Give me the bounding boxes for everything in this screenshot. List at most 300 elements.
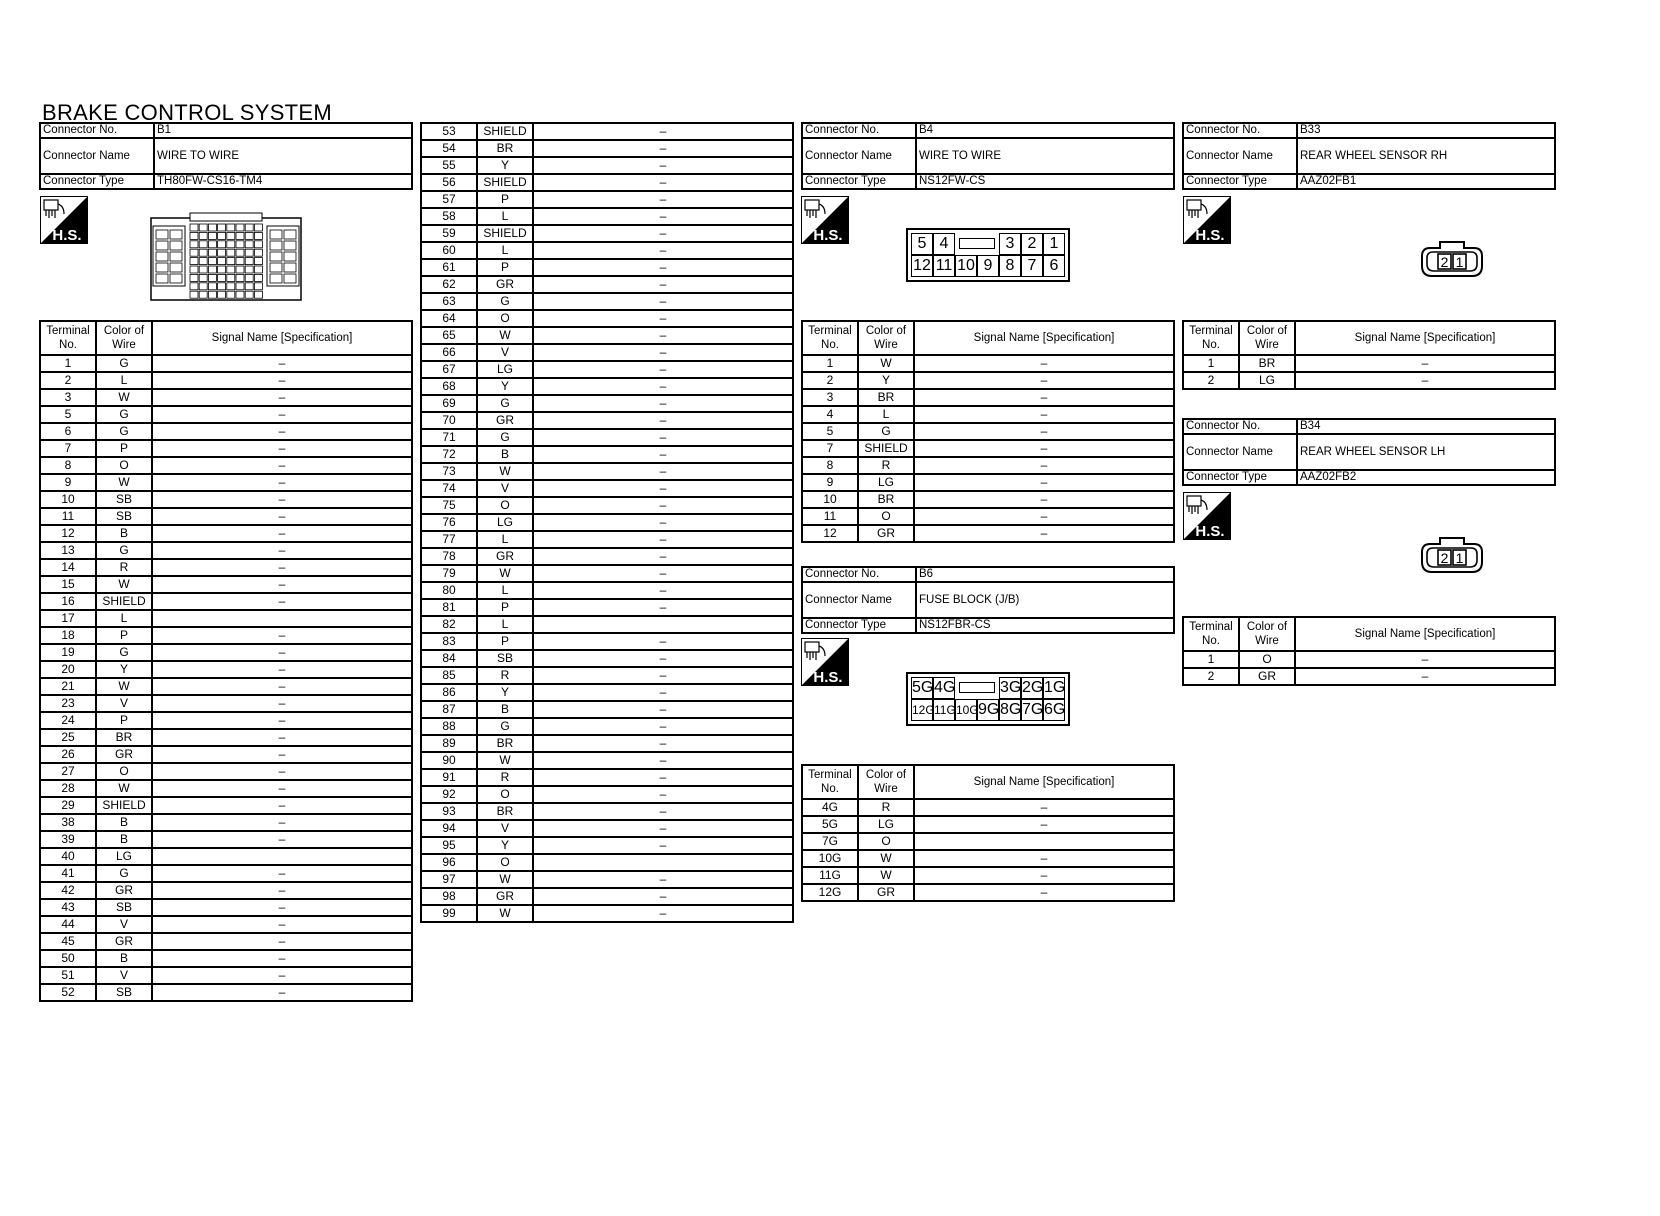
table-row bbox=[421, 650, 793, 667]
table-row bbox=[421, 837, 793, 854]
svg-text:H.S.: H.S. bbox=[1195, 523, 1225, 540]
signal-name-cell: – bbox=[152, 712, 412, 729]
table-row bbox=[421, 310, 793, 327]
signal-name-cell: – bbox=[533, 650, 793, 667]
table-row bbox=[421, 327, 793, 344]
signal-name-cell: – bbox=[914, 389, 1174, 406]
wire-color-cell: GR bbox=[858, 884, 914, 901]
signal-name-cell: – bbox=[152, 389, 412, 406]
terminal-no-cell: 1 bbox=[802, 355, 858, 372]
table-row bbox=[421, 871, 793, 888]
signal-name-header: Signal Name [Specification] bbox=[914, 765, 1174, 799]
table-row bbox=[802, 799, 1174, 816]
signal-name-cell: – bbox=[1295, 372, 1555, 389]
connector-type: AAZ02FB1 bbox=[1297, 174, 1555, 189]
terminal-no-cell: 72 bbox=[421, 446, 477, 463]
terminal-no-cell: 83 bbox=[421, 633, 477, 650]
table-row bbox=[40, 542, 412, 559]
wire-color-cell: G bbox=[477, 718, 533, 735]
table-row bbox=[40, 967, 412, 984]
terminal-no-cell: 11G bbox=[802, 867, 858, 884]
table-row bbox=[40, 712, 412, 729]
signal-name-cell: – bbox=[533, 786, 793, 803]
wire-color-cell: O bbox=[477, 310, 533, 327]
table-row bbox=[421, 888, 793, 905]
terminal-no-cell: 88 bbox=[421, 718, 477, 735]
wire-color-cell: R bbox=[858, 457, 914, 474]
terminal-no-cell: 6 bbox=[40, 423, 96, 440]
signal-name-cell: – bbox=[152, 899, 412, 916]
signal-name-cell: – bbox=[914, 491, 1174, 508]
wire-color-cell: P bbox=[96, 712, 152, 729]
signal-name-cell: – bbox=[533, 225, 793, 242]
signal-name-cell: – bbox=[152, 440, 412, 457]
wire-color-cell: GR bbox=[858, 525, 914, 542]
signal-name-cell: – bbox=[152, 627, 412, 644]
table-row bbox=[421, 463, 793, 480]
terminal-no-cell: 29 bbox=[40, 797, 96, 814]
wire-color-cell: V bbox=[477, 344, 533, 361]
wire-color-cell: P bbox=[96, 440, 152, 457]
wire-color-cell: W bbox=[96, 576, 152, 593]
wire-color-cell: BR bbox=[858, 491, 914, 508]
terminal-no-cell: 10G bbox=[802, 850, 858, 867]
signal-name-cell: – bbox=[914, 355, 1174, 372]
signal-name-cell: – bbox=[152, 661, 412, 678]
terminal-no-cell: 26 bbox=[40, 746, 96, 763]
wire-color-cell: W bbox=[858, 850, 914, 867]
signal-name-cell: – bbox=[152, 508, 412, 525]
signal-name-cell: – bbox=[533, 412, 793, 429]
terminal-no-cell: 8 bbox=[40, 457, 96, 474]
pin-cavity: 11G bbox=[933, 699, 955, 721]
table-row bbox=[802, 867, 1174, 884]
terminal-no-cell: 82 bbox=[421, 616, 477, 633]
signal-name-header: Signal Name [Specification] bbox=[914, 321, 1174, 355]
pin-cavity: 7G bbox=[1021, 699, 1043, 721]
signal-name-cell: – bbox=[152, 525, 412, 542]
wire-color-cell: BR bbox=[477, 140, 533, 157]
terminal-no-cell: 68 bbox=[421, 378, 477, 395]
b1-connector-face-drawing bbox=[150, 212, 304, 302]
signal-name-cell: – bbox=[1295, 355, 1555, 372]
wire-color-cell: L bbox=[477, 616, 533, 633]
connector-name: WIRE TO WIRE bbox=[916, 138, 1174, 174]
b34-header bbox=[1182, 418, 1556, 486]
terminal-no-cell: 44 bbox=[40, 916, 96, 933]
wire-color-cell: GR bbox=[477, 888, 533, 905]
terminal-no-cell: 87 bbox=[421, 701, 477, 718]
wire-color-cell: BR bbox=[858, 389, 914, 406]
terminal-no-cell: 4G bbox=[802, 799, 858, 816]
terminal-no-cell: 98 bbox=[421, 888, 477, 905]
connector-type-label: Connector Type bbox=[802, 174, 916, 189]
wire-color-cell: GR bbox=[1239, 668, 1295, 685]
table-row bbox=[421, 412, 793, 429]
wire-color-cell: P bbox=[477, 259, 533, 276]
wire-color-cell: W bbox=[477, 565, 533, 582]
wire-color-cell: O bbox=[858, 508, 914, 525]
table-row bbox=[802, 508, 1174, 525]
connector-type-label: Connector Type bbox=[1183, 174, 1297, 189]
table-row bbox=[421, 565, 793, 582]
signal-name-cell: – bbox=[152, 882, 412, 899]
signal-name-cell: – bbox=[533, 174, 793, 191]
wire-color-cell: Y bbox=[477, 378, 533, 395]
wire-color-cell: SHIELD bbox=[477, 123, 533, 140]
b1-header bbox=[39, 122, 413, 190]
signal-name-cell: – bbox=[533, 820, 793, 837]
terminal-no-cell: 1 bbox=[1183, 355, 1239, 372]
table-row bbox=[40, 933, 412, 950]
table-row bbox=[421, 361, 793, 378]
table-row bbox=[40, 491, 412, 508]
signal-name-cell: – bbox=[533, 531, 793, 548]
table-row bbox=[421, 616, 793, 633]
connector-type: TH80FW-CS16-TM4 bbox=[154, 174, 412, 189]
terminal-no-cell: 15 bbox=[40, 576, 96, 593]
table-row bbox=[1183, 372, 1555, 389]
signal-name-cell: – bbox=[533, 157, 793, 174]
signal-name-cell: – bbox=[533, 871, 793, 888]
connector-no: B6 bbox=[916, 567, 1174, 582]
table-row bbox=[40, 797, 412, 814]
pin-cavity: 4G bbox=[933, 677, 955, 699]
table-row bbox=[802, 850, 1174, 867]
connector-type-label: Connector Type bbox=[802, 618, 916, 633]
terminal-no-cell: 23 bbox=[40, 695, 96, 712]
terminal-no-cell: 3 bbox=[40, 389, 96, 406]
terminal-no-cell: 75 bbox=[421, 497, 477, 514]
wire-color-cell: GR bbox=[477, 412, 533, 429]
signal-name-cell: – bbox=[533, 599, 793, 616]
wire-color-cell: R bbox=[96, 559, 152, 576]
terminal-no-cell: 92 bbox=[421, 786, 477, 803]
terminal-no-cell: 12G bbox=[802, 884, 858, 901]
wire-color-cell: W bbox=[96, 474, 152, 491]
pin-cavity: 1 bbox=[1043, 233, 1065, 255]
terminal-no-cell: 53 bbox=[421, 123, 477, 140]
signal-name-cell: – bbox=[152, 916, 412, 933]
signal-name-cell: – bbox=[533, 888, 793, 905]
wire-color-cell: B bbox=[96, 950, 152, 967]
signal-name-cell: – bbox=[152, 695, 412, 712]
connector-no: B4 bbox=[916, 123, 1174, 138]
signal-name-cell: – bbox=[533, 667, 793, 684]
color-of-wire-header: Color of Wire bbox=[858, 765, 914, 799]
signal-name-cell: – bbox=[533, 803, 793, 820]
signal-name-cell: – bbox=[152, 576, 412, 593]
terminal-no-cell: 18 bbox=[40, 627, 96, 644]
b4-header bbox=[801, 122, 1175, 190]
pin-cavity: 6G bbox=[1043, 699, 1065, 721]
wire-color-cell: L bbox=[477, 242, 533, 259]
terminal-no-cell: 76 bbox=[421, 514, 477, 531]
signal-name-cell: – bbox=[533, 752, 793, 769]
signal-name-cell: – bbox=[914, 372, 1174, 389]
pin-cavity: 10 bbox=[955, 255, 977, 277]
wire-color-cell: SHIELD bbox=[477, 225, 533, 242]
table-row bbox=[40, 389, 412, 406]
harness-side-icon bbox=[801, 638, 849, 686]
b34-terminal-table bbox=[1182, 616, 1556, 686]
terminal-no-cell: 9 bbox=[802, 474, 858, 491]
table-row bbox=[421, 531, 793, 548]
table-row bbox=[802, 833, 1174, 850]
terminal-no-cell: 12 bbox=[802, 525, 858, 542]
pin-cavity: 8G bbox=[999, 699, 1021, 721]
signal-name-cell: – bbox=[533, 514, 793, 531]
pin-cavity: 12G bbox=[911, 699, 933, 721]
terminal-no-cell: 67 bbox=[421, 361, 477, 378]
signal-name-cell: – bbox=[533, 140, 793, 157]
b33-column bbox=[1182, 122, 1556, 190]
signal-name-cell: – bbox=[152, 967, 412, 984]
table-row bbox=[40, 457, 412, 474]
terminal-no-cell: 90 bbox=[421, 752, 477, 769]
wire-color-cell: G bbox=[477, 395, 533, 412]
signal-name-cell: – bbox=[533, 259, 793, 276]
wire-color-cell: O bbox=[96, 457, 152, 474]
signal-name-cell: – bbox=[152, 406, 412, 423]
terminal-no-cell: 10 bbox=[40, 491, 96, 508]
signal-name-cell: – bbox=[533, 684, 793, 701]
table-row bbox=[802, 389, 1174, 406]
table-row bbox=[802, 525, 1174, 542]
pin-cavity: 9G bbox=[977, 699, 999, 721]
table-row bbox=[421, 123, 793, 140]
terminal-no-cell: 79 bbox=[421, 565, 477, 582]
pin-label: 2 bbox=[1440, 254, 1449, 270]
wire-color-cell: LG bbox=[1239, 372, 1295, 389]
wire-color-cell: LG bbox=[477, 361, 533, 378]
signal-name-cell: – bbox=[152, 763, 412, 780]
signal-name-cell: – bbox=[152, 865, 412, 882]
wire-color-cell: SHIELD bbox=[96, 593, 152, 610]
signal-name-cell: – bbox=[533, 701, 793, 718]
table-row bbox=[802, 423, 1174, 440]
terminal-no-cell: 2 bbox=[40, 372, 96, 389]
table-row bbox=[421, 497, 793, 514]
terminal-no-cell: 3 bbox=[802, 389, 858, 406]
table-row bbox=[40, 406, 412, 423]
signal-name-cell: – bbox=[533, 327, 793, 344]
connector-no-label: Connector No. bbox=[802, 123, 916, 138]
b34-connector-face bbox=[1418, 534, 1486, 578]
table-row bbox=[802, 440, 1174, 457]
terminal-no-header: Terminal No. bbox=[802, 321, 858, 355]
signal-name-cell: – bbox=[152, 984, 412, 1001]
pin-cavity: 11 bbox=[933, 255, 955, 277]
connector-name: REAR WHEEL SENSOR RH bbox=[1297, 138, 1555, 174]
wire-color-cell: V bbox=[96, 967, 152, 984]
table-row bbox=[40, 814, 412, 831]
terminal-no-cell: 1 bbox=[1183, 651, 1239, 668]
connector-type-label: Connector Type bbox=[1183, 470, 1297, 485]
signal-name-cell: – bbox=[152, 814, 412, 831]
wire-color-cell: R bbox=[477, 769, 533, 786]
wire-color-cell: L bbox=[96, 372, 152, 389]
terminal-no-cell: 5G bbox=[802, 816, 858, 833]
connector-name-label: Connector Name bbox=[1183, 138, 1297, 174]
wire-color-cell: SB bbox=[96, 508, 152, 525]
terminal-no-cell: 8 bbox=[802, 457, 858, 474]
terminal-no-header: Terminal No. bbox=[1183, 321, 1239, 355]
table-row bbox=[421, 259, 793, 276]
table-row bbox=[1183, 651, 1555, 668]
table-row bbox=[40, 355, 412, 372]
signal-name-cell: – bbox=[914, 457, 1174, 474]
b34-table-wrap bbox=[1182, 616, 1556, 686]
table-row bbox=[40, 627, 412, 644]
table-row bbox=[421, 446, 793, 463]
table-row bbox=[802, 884, 1174, 901]
table-row bbox=[802, 457, 1174, 474]
terminal-no-cell: 60 bbox=[421, 242, 477, 259]
wire-color-cell: W bbox=[96, 389, 152, 406]
wire-color-cell: SB bbox=[477, 650, 533, 667]
table-row bbox=[421, 208, 793, 225]
terminal-no-cell: 81 bbox=[421, 599, 477, 616]
b1-column bbox=[39, 122, 413, 190]
pin-cavity: 10G bbox=[955, 699, 977, 721]
wire-color-cell: BR bbox=[96, 729, 152, 746]
table-row bbox=[802, 406, 1174, 423]
terminal-no-cell: 7 bbox=[40, 440, 96, 457]
terminal-no-cell: 78 bbox=[421, 548, 477, 565]
terminal-no-cell: 80 bbox=[421, 582, 477, 599]
signal-name-cell: – bbox=[914, 423, 1174, 440]
terminal-no-cell: 54 bbox=[421, 140, 477, 157]
pin-cavity: 9 bbox=[977, 255, 999, 277]
wire-color-cell: LG bbox=[96, 848, 152, 865]
svg-text:H.S.: H.S. bbox=[813, 669, 843, 686]
terminal-no-cell: 43 bbox=[40, 899, 96, 916]
signal-name-cell: – bbox=[152, 729, 412, 746]
terminal-no-header: Terminal No. bbox=[802, 765, 858, 799]
table-row bbox=[40, 831, 412, 848]
terminal-no-cell: 59 bbox=[421, 225, 477, 242]
svg-text:H.S.: H.S. bbox=[52, 227, 82, 244]
terminal-no-cell: 51 bbox=[40, 967, 96, 984]
wire-color-cell: P bbox=[477, 191, 533, 208]
wire-color-cell: GR bbox=[96, 933, 152, 950]
table-row bbox=[40, 593, 412, 610]
wire-color-cell: Y bbox=[477, 837, 533, 854]
terminal-no-cell: 73 bbox=[421, 463, 477, 480]
pin-cavity: 5 bbox=[911, 233, 933, 255]
table-row bbox=[421, 293, 793, 310]
table-row bbox=[40, 763, 412, 780]
pin-label: 2 bbox=[1440, 550, 1449, 566]
pin-cavity: 3 bbox=[999, 233, 1021, 255]
table-row bbox=[40, 678, 412, 695]
signal-name-cell: – bbox=[914, 799, 1174, 816]
signal-name-cell: – bbox=[533, 293, 793, 310]
lock-tab bbox=[955, 233, 999, 255]
color-of-wire-header: Color of Wire bbox=[858, 321, 914, 355]
terminal-no-cell: 25 bbox=[40, 729, 96, 746]
wire-color-cell: B bbox=[96, 525, 152, 542]
signal-name-header: Signal Name [Specification] bbox=[152, 321, 412, 355]
signal-name-cell: – bbox=[152, 831, 412, 848]
table-row bbox=[40, 950, 412, 967]
pin-cavity: 12 bbox=[911, 255, 933, 277]
terminal-no-cell: 39 bbox=[40, 831, 96, 848]
wire-color-cell: SB bbox=[96, 899, 152, 916]
connector-name-label: Connector Name bbox=[802, 138, 916, 174]
wire-color-cell: W bbox=[477, 871, 533, 888]
pin-cavity: 3G bbox=[999, 677, 1021, 699]
wire-color-cell: W bbox=[477, 905, 533, 922]
signal-name-cell: – bbox=[914, 525, 1174, 542]
b33-table-wrap bbox=[1182, 320, 1556, 390]
signal-name-cell: – bbox=[533, 582, 793, 599]
signal-name-cell: – bbox=[914, 406, 1174, 423]
color-of-wire-header: Color of Wire bbox=[1239, 321, 1295, 355]
terminal-no-cell: 63 bbox=[421, 293, 477, 310]
wire-color-cell: W bbox=[858, 355, 914, 372]
wire-color-cell: W bbox=[858, 867, 914, 884]
connector-no-label: Connector No. bbox=[1183, 123, 1297, 138]
table-row bbox=[421, 718, 793, 735]
table-row bbox=[421, 667, 793, 684]
page-title: BRAKE CONTROL SYSTEM bbox=[42, 100, 333, 125]
wire-color-cell: G bbox=[96, 865, 152, 882]
harness-side-icon bbox=[1183, 492, 1231, 540]
terminal-no-cell: 52 bbox=[40, 984, 96, 1001]
pin-cavity: 5G bbox=[911, 677, 933, 699]
wire-color-cell: V bbox=[477, 480, 533, 497]
terminal-no-cell: 57 bbox=[421, 191, 477, 208]
terminal-no-cell: 56 bbox=[421, 174, 477, 191]
signal-name-cell: – bbox=[152, 559, 412, 576]
table-row bbox=[421, 395, 793, 412]
signal-name-cell bbox=[152, 848, 412, 865]
table-row bbox=[40, 474, 412, 491]
terminal-no-cell: 21 bbox=[40, 678, 96, 695]
color-of-wire-header: Color of Wire bbox=[96, 321, 152, 355]
table-row bbox=[421, 701, 793, 718]
signal-name-cell bbox=[533, 616, 793, 633]
terminal-no-header: Terminal No. bbox=[1183, 617, 1239, 651]
pin-cavity: 2 bbox=[1021, 233, 1043, 255]
wire-color-cell: SB bbox=[96, 491, 152, 508]
connector-type: NS12FBR-CS bbox=[916, 618, 1174, 633]
signal-name-cell: – bbox=[914, 884, 1174, 901]
table-row bbox=[40, 525, 412, 542]
terminal-no-cell: 24 bbox=[40, 712, 96, 729]
wire-color-cell: LG bbox=[477, 514, 533, 531]
signal-name-cell: – bbox=[152, 780, 412, 797]
connector-name: WIRE TO WIRE bbox=[154, 138, 412, 174]
table-row bbox=[421, 582, 793, 599]
b4-terminal-table bbox=[801, 320, 1175, 543]
wire-color-cell: BR bbox=[1239, 355, 1295, 372]
signal-name-cell: – bbox=[914, 867, 1174, 884]
svg-text:H.S.: H.S. bbox=[813, 227, 843, 244]
wire-color-cell: L bbox=[96, 610, 152, 627]
table-row bbox=[421, 548, 793, 565]
b6-connector-face bbox=[906, 672, 1070, 726]
signal-name-cell: – bbox=[533, 480, 793, 497]
wire-color-cell: G bbox=[96, 355, 152, 372]
table-row bbox=[421, 599, 793, 616]
wire-color-cell: P bbox=[96, 627, 152, 644]
b1-table-2-wrap bbox=[420, 122, 794, 923]
wire-color-cell: R bbox=[477, 667, 533, 684]
terminal-no-cell: 2 bbox=[802, 372, 858, 389]
